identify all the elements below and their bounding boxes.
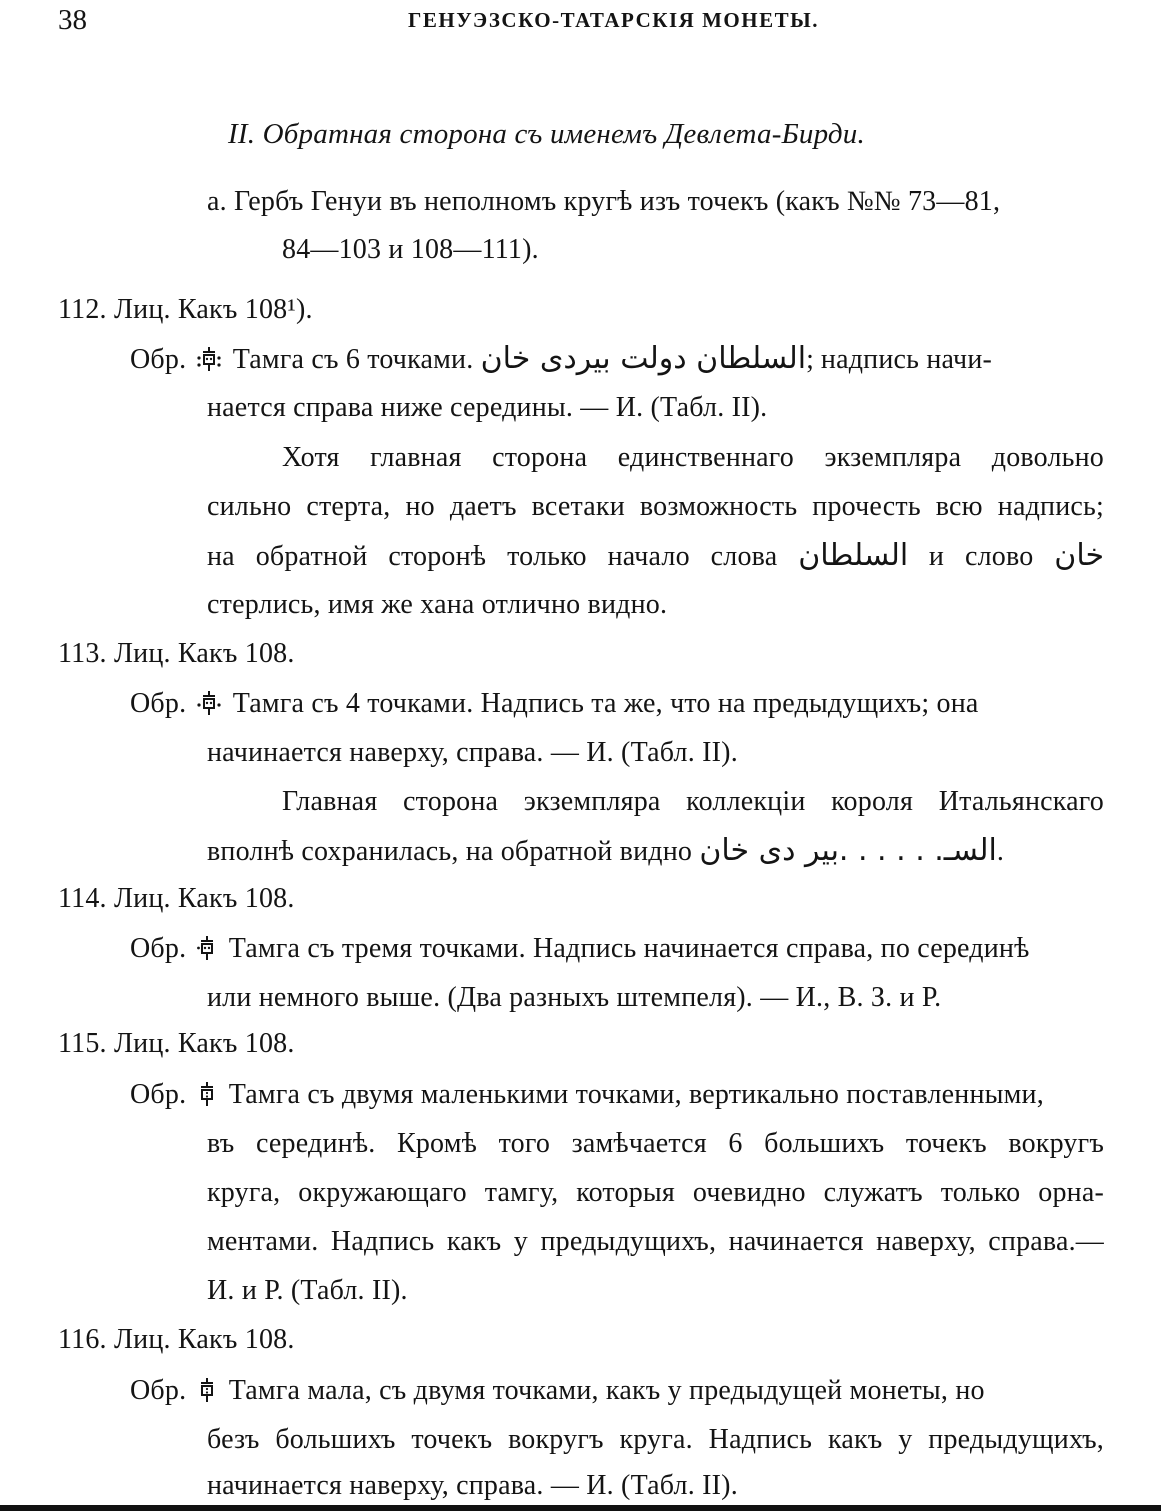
entry-116-reverse-line-3: начинается наверху, справа. — И. (Табл. II). — [207, 1470, 738, 1501]
entry-number: 113. — [58, 638, 107, 669]
entry-number: 114. — [58, 883, 107, 914]
entry-113-note-line-1: Главная сторона экземпляра коллекціи короля Итальянскаго — [282, 786, 1104, 817]
reverse-text: Тамга съ тремя точками. Надпись начинается справа, по серединѣ — [228, 933, 1030, 964]
note-text: на обратной сторонѣ только начало слова — [207, 541, 778, 572]
entry-115-reverse-line-4: ментами. Надпись какъ у предыдущихъ, начинается наверху, справа.— — [207, 1226, 1104, 1257]
arabic-word: خان — [1054, 538, 1105, 573]
entry-116-reverse-line-1 — [130, 1373, 1104, 1409]
entry-115-reverse-line-1 — [130, 1077, 1104, 1113]
entry-112-reverse-line-1 — [130, 341, 992, 378]
section-title: II. Обратная сторона съ именемъ Девлета-Бирди. — [228, 118, 865, 150]
reverse-text: Тамга съ 6 точками. — [232, 344, 474, 375]
entry-113-note-line-2 — [207, 833, 1004, 870]
reverse-text: Тамга съ 4 точками. Надпись та же, что на предыдущихъ; она — [232, 688, 979, 719]
obverse-text: Лиц. Какъ 108. — [113, 883, 295, 914]
note-text: и слово — [928, 541, 1034, 572]
entry-114-obverse-line — [58, 881, 295, 917]
reverse-label: Обр. — [130, 1375, 187, 1406]
entry-115-reverse-line-5: И. и Р. (Табл. II). — [207, 1275, 408, 1306]
entry-112-obverse-line — [58, 292, 313, 328]
reverse-text-continued: ; надпись начи- — [806, 344, 993, 375]
arabic-inscription: السلطان دولت بيردى خان — [480, 341, 807, 376]
entry-112-note-line-2: сильно стерта, но даетъ всетаки возможность прочесть всю надпись; — [207, 491, 1104, 522]
entry-112-note-line-4: стерлись, имя же хана отлично видно. — [207, 589, 668, 620]
entry-115-reverse-line-2: въ серединѣ. Кромѣ того замѣчается 6 большихъ точекъ вокругъ — [207, 1128, 1104, 1159]
reverse-label: Обр. — [130, 933, 187, 964]
reverse-label: Обр. — [130, 344, 187, 375]
entry-115-reverse-line-3: круга, окружающаго тамгу, которыя очевидно служатъ только орна- — [207, 1177, 1104, 1208]
entry-112-note-line-3 — [207, 538, 1104, 575]
obverse-text: Лиц. Какъ 108. — [113, 1028, 295, 1059]
entry-113-reverse-line-2: начинается наверху, справа. — И. (Табл. II). — [207, 737, 738, 768]
entry-116-reverse-line-2: безъ большихъ точекъ вокругъ круга. Надпись какъ у предыдущихъ, — [207, 1424, 1104, 1455]
reverse-text: Тамга мала, съ двумя точками, какъ у предыдущей монеты, но — [228, 1375, 985, 1406]
arabic-word: السلطان — [798, 538, 909, 573]
entry-113-obverse-line — [58, 636, 295, 672]
scan-edge — [0, 1505, 1161, 1511]
entry-115-obverse-line — [58, 1026, 295, 1062]
entry-number: 112. — [58, 294, 107, 325]
entry-113-reverse-line-1 — [130, 686, 1104, 722]
obverse-text: Лиц. Какъ 108¹). — [113, 294, 313, 325]
subsection-line-2: 84—103 и 108—111). — [282, 234, 539, 265]
obverse-text: Лиц. Какъ 108. — [113, 638, 295, 669]
subsection-line-1: а. Гербъ Генуи въ неполномъ кругѣ изъ точекъ (какъ №№ 73—81, — [207, 186, 1001, 217]
reverse-label: Обр. — [130, 688, 187, 719]
arabic-inscription: السـ. . . . . .بير دى خان — [699, 833, 997, 868]
obverse-text: Лиц. Какъ 108. — [113, 1324, 295, 1355]
note-text: вполнѣ сохранилась, на обратной видно — [207, 836, 693, 867]
entry-number: 116. — [58, 1324, 107, 1355]
note-text-end: . — [996, 836, 1004, 867]
running-title: ГЕНУЭЗСКО-ТАТАРСКІЯ МОНЕТЫ. — [408, 8, 819, 32]
reverse-label: Обр. — [130, 1079, 187, 1110]
tamga-icon — [196, 689, 222, 717]
entry-number: 115. — [58, 1028, 107, 1059]
tamga-icon — [196, 934, 218, 962]
tamga-icon — [196, 1080, 218, 1108]
entry-112-note-line-1: Хотя главная сторона единственнаго экземпляра довольно — [282, 442, 1104, 473]
entry-114-reverse-line-1 — [130, 931, 1104, 967]
tamga-icon — [196, 345, 222, 373]
reverse-text: Тамга съ двумя маленькими точками, вертикально поставленными, — [228, 1079, 1044, 1110]
entry-112-reverse-line-2: нается справа ниже середины. — И. (Табл. II). — [207, 392, 768, 423]
page-number: 38 — [58, 4, 87, 36]
tamga-icon — [196, 1376, 218, 1404]
entry-116-obverse-line — [58, 1322, 295, 1358]
entry-114-reverse-line-2: или немного выше. (Два разныхъ штемпеля). — И., В. З. и Р. — [207, 982, 942, 1013]
